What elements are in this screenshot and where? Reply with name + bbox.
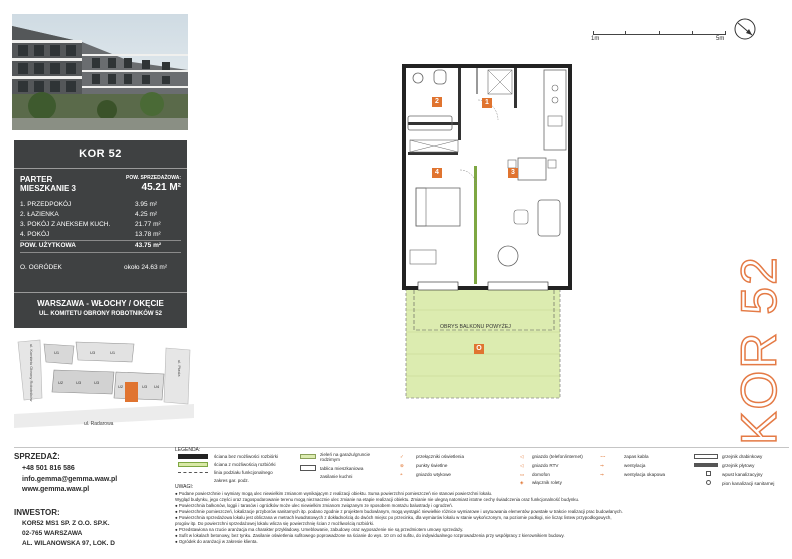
note-line: ● Podane powierzchnie i wymiary mogą ulec niewielkim zmianom wynikającym z realizacji obiektu. Suma powierzchni pomieszczeń nie stanowi powierzchni lokalu.: [175, 491, 493, 496]
room-area: 21.77 m²: [135, 221, 161, 228]
block-label: U3: [142, 384, 148, 389]
location-street: UL. KOMITETU OBRONY ROBOTNIKÓW 52: [39, 311, 162, 317]
ventilation-icon: ⇝: [600, 463, 604, 468]
site-map: [14, 338, 194, 430]
location-block: [14, 292, 187, 328]
sales-email[interactable]: info.gemma@gemma.waw.pl: [22, 476, 118, 483]
usable-area-value: 43.75 m²: [135, 242, 162, 249]
blind-switch-icon: ◈: [520, 480, 524, 485]
sewer-riser-icon: [706, 480, 711, 485]
room-name: 4. POKÓJ: [20, 231, 50, 238]
block-label: U1: [54, 350, 60, 355]
room-number-badge: O: [474, 344, 484, 354]
legend-item: zieleń na garażu/gruncie rodzimym: [320, 452, 371, 462]
light-point-icon: ⊗: [400, 463, 404, 468]
block-label: U3: [94, 380, 100, 385]
floor-text: PARTER: [20, 175, 53, 184]
divider: [14, 168, 187, 169]
floor-label: [20, 175, 76, 193]
note-line: ● Sufit w lokalach betonowy, bez tynku. Zasilanie oświetlenia sufitowego poprowadzone na ścianie do wys. 10 cm od sufitu, do indywidualnego rozprowadzenia przy współpracy z kierownikiem budowy.: [175, 533, 565, 538]
ladder-radiator-icon: [694, 454, 718, 459]
legend-partition-icon: [178, 462, 208, 467]
unit-text: MIESZKANIE 3: [20, 184, 77, 193]
drain-icon: [706, 471, 711, 476]
switch-icon: ✓: [400, 454, 404, 459]
legend-item: grzejnik drabinkowy: [722, 454, 763, 459]
block-label: U1: [110, 350, 116, 355]
garden-label: O. OGRÓDEK: [20, 264, 62, 271]
sales-website[interactable]: www.gemma.waw.pl: [22, 486, 90, 493]
location-city: WARSZAWA - WŁOCHY / OKĘCIE: [37, 299, 164, 308]
legend-item: grzejnik płytowy: [722, 463, 755, 468]
legend-item: zapas kabla: [624, 454, 649, 459]
cable-reserve-icon: ~~: [600, 454, 606, 459]
legend-line-icon: [178, 472, 208, 473]
block-label: U4: [154, 384, 160, 389]
sales-phone[interactable]: +48 501 816 586: [22, 465, 75, 472]
legend-item: gniazdo wtykowe: [416, 472, 451, 477]
room-name: 1. PRZEDPOKÓJ: [20, 201, 72, 208]
investor-heading: INWESTOR:: [14, 508, 60, 517]
block-label: U3: [76, 380, 82, 385]
balcony-outline-note: OBRYS BALKONU POWYŻEJ: [440, 324, 511, 330]
note-line: Wygląd budynku, jego części oraz zagospodarowanie terenu mogą nieznacznie ulec zmianie na etapie realizacji obiektu. Zmianie nie ulegną natomiast istotne cechy świadczenia oraz funkcjonalność budynku.: [175, 497, 580, 502]
room-name: 3. POKÓJ Z ANEKSEM KUCH.: [20, 221, 111, 228]
legend-greenery-icon: [300, 454, 316, 459]
scale-end-label: 5m: [716, 36, 725, 42]
legend-item: domofon: [532, 472, 550, 477]
socket-icon: ◓: [400, 472, 403, 477]
legend-item: gniazdo (telefon/internet): [532, 454, 583, 459]
investor-line: AL. WILANOWSKA 97, LOK. D: [22, 540, 115, 547]
legend-wall-icon: [178, 454, 208, 459]
note-line: ● Ogródek do aranżacji w zakresie klienta.: [175, 539, 258, 544]
legend-item: włącznik rolety: [532, 480, 562, 485]
note-line: ● Powierzchnia sprzedażowa lokalu jest obliczana w metrach kwadratowych z dokładnością do dwóch miejsc po przecinku, dla wymiarów lokalu w stanie wykończonym, na poziomie podłogi, nie licząc listew przypodłogowych,: [175, 515, 612, 520]
brand-vertical: KOR 52: [731, 255, 787, 445]
scale-tick: [692, 31, 693, 35]
block-label: U3: [90, 350, 96, 355]
hood-ventilation-icon: ⇝: [600, 472, 604, 477]
legend-item: wpust kanalizacyjny: [722, 472, 763, 477]
legend-title: LEGENDA:: [175, 447, 201, 453]
street-right-label: ul. Ptasia: [177, 360, 182, 377]
data-socket-icon: ◁: [520, 454, 524, 459]
legend-item: przełączniki oświetlenia: [416, 454, 465, 459]
legend-item: wentylacja okapowa: [624, 472, 666, 477]
street-bottom-label: ul. Radarowa: [84, 421, 114, 427]
garden-value: około 24.63 m²: [124, 264, 167, 271]
legend-item: wentylacja: [624, 463, 646, 468]
usable-area-label: POW. UŻYTKOWA: [20, 242, 76, 249]
divider: [20, 252, 181, 253]
legend-item: zakres gar. podz.: [214, 478, 249, 483]
legend-item: linia podziału funkcjonalnego: [214, 470, 273, 475]
legend-item: tablica mieszkaniowa: [320, 466, 364, 471]
scale-tick: [625, 31, 626, 35]
room-area: 3.95 m²: [135, 201, 158, 208]
legend-item: gniazdo RTV: [532, 463, 559, 468]
legend-item: ściana bez możliwości rozbiórki: [214, 454, 279, 459]
room-area: 13.78 m²: [135, 231, 161, 238]
room-area: 4.25 m²: [135, 211, 158, 218]
scale-start-label: 1m: [591, 36, 600, 42]
block-label: U2: [118, 384, 124, 389]
building-rendering: [12, 14, 188, 130]
unit-info-card: [14, 140, 187, 328]
divider: [14, 447, 789, 448]
block-label: U2: [58, 380, 64, 385]
room-number-badge: 1: [482, 98, 492, 108]
notes-title: UWAGI:: [175, 484, 194, 490]
legend-item: ściana z możliwością rozbiórki: [214, 462, 276, 467]
legend-item: punkty świetlne: [416, 463, 448, 468]
panel-radiator-icon: [694, 463, 718, 467]
room-number-badge: 4: [432, 168, 442, 178]
floor-plan: [398, 60, 578, 400]
investor-line: 02-765 WARSZAWA: [22, 530, 83, 537]
scale-tick: [725, 31, 726, 35]
legend-item: zasilanie kuchni: [320, 474, 353, 479]
legend-item: pion kanalizacji sanitarnej: [722, 481, 775, 486]
intercom-icon: ▭: [520, 472, 525, 477]
sales-heading: SPRZEDAŻ:: [14, 452, 60, 461]
room-number-badge: 2: [432, 97, 442, 107]
sales-area-label: POW. SPRZEDAŻOWA:: [126, 175, 181, 181]
north-arrow-icon: [733, 17, 757, 46]
card-title: KOR 52: [79, 148, 122, 160]
legend-panel-icon: [300, 465, 316, 471]
investor-line: KOR52 MS1 SP. Z O.O. SP.K.: [22, 520, 110, 527]
note-line: progów itp. Do powierzchni sprzedażowej lokalu wlicza się powierzchnię ścian z możliwością rozbiórki.: [175, 521, 375, 526]
tv-socket-icon: ◁: [520, 463, 524, 468]
scale-tick: [593, 31, 594, 35]
divider: [20, 240, 181, 241]
note-line: ● Przedstawiona na rzucie aranżacja ma charakter przykładowy. Umeblowanie, zabudowy oraz wyposażenie nie są przedmiotem umowy sprzedaży.: [175, 527, 464, 532]
note-line: ● Powierzchnie pomieszczeń, lokalizacje przyborów sanitarnych itp. podano zgodnie z projektem budowlanym, mogą wystąpić niewielkie różnice wymiarowe i usytuowania elementów powstałe w trakcie realizacji prac budowlanych.: [175, 509, 623, 514]
street-left-label: ul. Komitetu Obrony Robotników: [29, 344, 34, 402]
room-number-badge: 3: [508, 168, 518, 178]
scale-tick: [659, 31, 660, 35]
note-line: ● Powierzchnia balkonów, loggii i tarasów i ogródków może ulec niewielkim zmianom związanym ze sposobem montażu balustrady i ogrodzeń.: [175, 503, 453, 508]
room-name: 2. ŁAZIENKA: [20, 211, 59, 218]
sales-area-value: 45.21 M²: [141, 182, 181, 193]
